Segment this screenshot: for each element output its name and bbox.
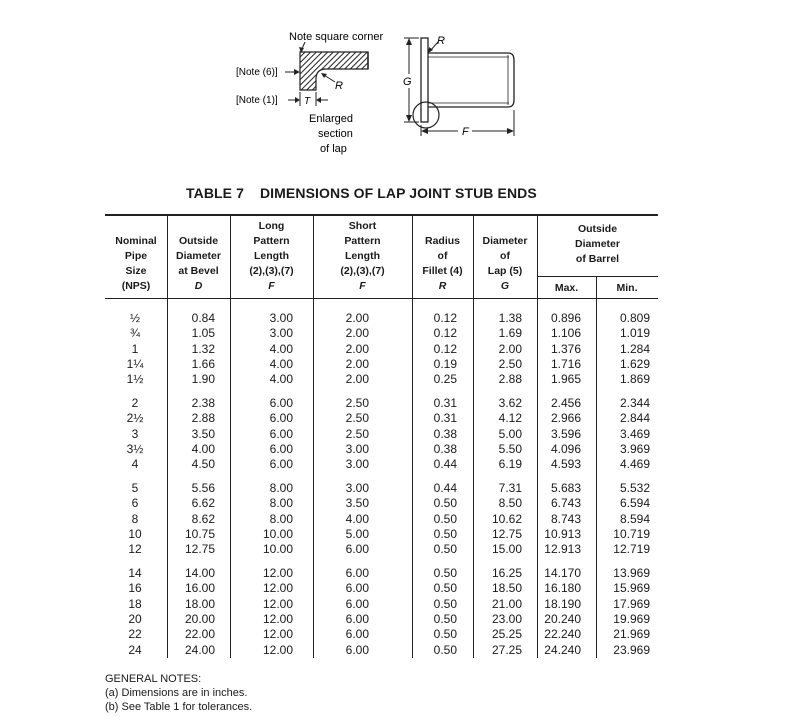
header-lap-diameter: Diameter of Lap (5) G xyxy=(482,235,528,292)
cell-barrel-min: 19.969 xyxy=(613,611,650,626)
cell-long-pattern-length: 12.00 xyxy=(262,627,293,642)
cell-outside-diameter: 4.50 xyxy=(191,457,215,472)
cell-long-pattern-length: 12.00 xyxy=(262,596,293,611)
cell-fillet-radius: 0.50 xyxy=(433,611,457,626)
cell-lap-diameter: 2.88 xyxy=(498,372,522,387)
note-a: (a) Dimensions are in inches. xyxy=(105,687,248,699)
cell-lap-diameter: 4.12 xyxy=(498,411,522,426)
cell-nps: 6 xyxy=(131,496,139,511)
note6-label: [Note (6)] xyxy=(236,67,278,78)
header-max: Max. xyxy=(554,282,579,294)
cell-lap-diameter: 7.31 xyxy=(498,481,522,495)
cell-barrel-max: 2.456 xyxy=(550,396,581,410)
cell-short-pattern-length: 2.00 xyxy=(345,311,369,325)
cell-short-pattern-length: 4.00 xyxy=(345,511,369,526)
cell-long-pattern-length: 12.00 xyxy=(262,581,293,596)
header-long-pattern: Long Pattern Length (2),(3),(7) F xyxy=(249,220,294,292)
cell-barrel-max: 12.913 xyxy=(544,542,581,557)
cell-long-pattern-length: 10.00 xyxy=(262,542,293,557)
cell-barrel-min: 6.594 xyxy=(619,496,650,511)
cell-lap-diameter: 8.50 xyxy=(498,496,522,511)
cell-barrel-max: 10.913 xyxy=(544,526,581,541)
cell-short-pattern-length: 2.50 xyxy=(345,396,369,410)
header-nps: Nominal Pipe Size (NPS) xyxy=(115,235,157,292)
cell-barrel-min: 17.969 xyxy=(613,596,650,611)
cell-barrel-max: 1.716 xyxy=(550,356,581,371)
enlarged-caption-3: of lap xyxy=(320,143,347,155)
dimensions-table xyxy=(105,214,658,658)
cell-outside-diameter: 1.66 xyxy=(191,356,215,371)
cell-lap-diameter: 25.25 xyxy=(491,627,522,642)
cell-fillet-radius: 0.50 xyxy=(433,526,457,541)
cell-nps: 3½ xyxy=(126,441,144,456)
table-top-rule xyxy=(105,214,658,216)
cell-barrel-max: 6.743 xyxy=(550,496,581,511)
radius-label-right: R xyxy=(437,35,445,47)
cell-barrel-min: 3.969 xyxy=(619,441,650,456)
cell-lap-diameter: 27.25 xyxy=(491,642,522,657)
cell-nps: ½ xyxy=(129,311,140,325)
cell-long-pattern-length: 8.00 xyxy=(269,511,293,526)
table-title: TABLE 7 DIMENSIONS OF LAP JOINT STUB ENDS xyxy=(186,185,537,201)
cell-barrel-max: 1.106 xyxy=(550,326,581,341)
cell-nps: 2 xyxy=(131,396,139,410)
cell-barrel-max: 8.743 xyxy=(550,511,581,526)
enlarged-caption-2: section xyxy=(318,128,353,140)
cell-lap-diameter: 2.00 xyxy=(498,341,522,356)
header-barrel-diameter: Outside Diameter of Barrel xyxy=(575,223,620,265)
cell-fillet-radius: 0.50 xyxy=(433,642,457,657)
cell-nps: 2½ xyxy=(126,411,144,426)
cell-nps: 5 xyxy=(131,481,139,495)
stub-end-figure xyxy=(0,0,794,170)
cell-long-pattern-length: 8.00 xyxy=(269,496,293,511)
cell-outside-diameter: 1.05 xyxy=(191,326,215,341)
cell-barrel-min: 15.969 xyxy=(613,581,650,596)
cell-barrel-min: 2.844 xyxy=(619,411,650,426)
cell-long-pattern-length: 4.00 xyxy=(269,341,293,356)
cell-nps: 3 xyxy=(131,426,139,441)
stub-end-drawing xyxy=(413,38,514,128)
note-b: (b) See Table 1 for tolerances. xyxy=(105,701,253,713)
cell-long-pattern-length: 6.00 xyxy=(269,457,293,472)
cell-nps: 4 xyxy=(131,457,139,472)
cell-outside-diameter: 0.84 xyxy=(191,311,215,325)
cell-barrel-max: 18.190 xyxy=(544,596,581,611)
cell-nps: 1¼ xyxy=(126,356,144,371)
cell-barrel-min: 1.629 xyxy=(619,356,650,371)
barrel-subheader-rule xyxy=(537,276,658,277)
cell-long-pattern-length: 3.00 xyxy=(269,326,293,341)
header-bottom-rule xyxy=(105,298,658,299)
cell-nps: 1½ xyxy=(126,372,144,387)
cell-barrel-max: 1.376 xyxy=(550,341,581,356)
cell-fillet-radius: 0.31 xyxy=(433,396,457,410)
cell-lap-diameter: 15.00 xyxy=(491,542,522,557)
cell-barrel-min: 23.969 xyxy=(613,642,650,657)
cell-long-pattern-length: 12.00 xyxy=(262,642,293,657)
cell-nps: 14 xyxy=(128,566,142,580)
cell-outside-diameter: 5.56 xyxy=(191,481,215,495)
header-outside-diameter: Outside Diameter at Bevel D xyxy=(176,235,221,292)
cell-barrel-min: 10.719 xyxy=(613,526,650,541)
cell-barrel-max: 0.896 xyxy=(550,311,581,325)
cell-nps: 1 xyxy=(131,341,139,356)
col-divider-7 xyxy=(596,276,597,658)
cell-short-pattern-length: 3.00 xyxy=(345,441,369,456)
cell-outside-diameter: 4.00 xyxy=(191,441,215,456)
cell-short-pattern-length: 5.00 xyxy=(345,526,369,541)
cell-barrel-min: 1.869 xyxy=(619,372,650,387)
cell-lap-diameter: 2.50 xyxy=(498,356,522,371)
cell-long-pattern-length: 3.00 xyxy=(269,311,293,325)
cell-outside-diameter: 1.32 xyxy=(191,341,215,356)
cell-nps: 12 xyxy=(128,542,142,557)
cell-nps: 24 xyxy=(128,642,142,657)
general-notes xyxy=(105,672,252,714)
cell-long-pattern-length: 4.00 xyxy=(269,356,293,371)
cell-barrel-min: 1.019 xyxy=(619,326,650,341)
cell-barrel-max: 4.096 xyxy=(550,441,581,456)
cell-lap-diameter: 6.19 xyxy=(498,457,522,472)
note-square-corner-leader xyxy=(299,42,305,53)
cell-nps: 16 xyxy=(128,581,142,596)
cell-barrel-max: 16.180 xyxy=(544,581,581,596)
enlarged-caption-1: Enlarged xyxy=(309,113,354,125)
header-short-pattern: Short Pattern Length (2),(3),(7) F xyxy=(340,220,385,292)
cell-outside-diameter: 16.00 xyxy=(184,581,215,596)
cell-lap-diameter: 10.62 xyxy=(491,511,522,526)
cell-fillet-radius: 0.50 xyxy=(433,627,457,642)
cell-barrel-min: 0.809 xyxy=(619,311,650,325)
cell-short-pattern-length: 2.00 xyxy=(345,326,369,341)
cell-barrel-min: 4.469 xyxy=(619,457,650,472)
cell-lap-diameter: 16.25 xyxy=(491,566,522,580)
cell-long-pattern-length: 12.00 xyxy=(262,611,293,626)
cell-outside-diameter: 10.75 xyxy=(184,526,215,541)
cell-nps: 20 xyxy=(128,611,142,626)
cell-lap-diameter: 5.00 xyxy=(498,426,522,441)
cell-short-pattern-length: 6.00 xyxy=(345,611,369,626)
note1-label: [Note (1)] xyxy=(236,95,278,106)
cell-short-pattern-length: 2.50 xyxy=(345,426,369,441)
cell-short-pattern-length: 6.00 xyxy=(345,566,369,580)
cell-barrel-min: 3.469 xyxy=(619,426,650,441)
note-square-corner-label: Note square corner xyxy=(289,31,384,43)
cell-long-pattern-length: 4.00 xyxy=(269,372,293,387)
cell-fillet-radius: 0.38 xyxy=(433,426,457,441)
cell-nps: ¾ xyxy=(129,326,140,341)
cell-fillet-radius: 0.50 xyxy=(433,596,457,611)
cell-outside-diameter: 6.62 xyxy=(191,496,215,511)
cell-barrel-min: 12.719 xyxy=(613,542,650,557)
cell-fillet-radius: 0.50 xyxy=(433,496,457,511)
cell-lap-diameter: 12.75 xyxy=(491,526,522,541)
cell-short-pattern-length: 6.00 xyxy=(345,642,369,657)
thickness-label: T xyxy=(304,96,311,107)
cell-outside-diameter: 14.00 xyxy=(184,566,215,580)
cell-long-pattern-length: 12.00 xyxy=(262,566,293,580)
cell-outside-diameter: 24.00 xyxy=(184,642,215,657)
radius-arrow-left xyxy=(321,73,335,82)
cell-fillet-radius: 0.44 xyxy=(433,457,457,472)
cell-fillet-radius: 0.50 xyxy=(433,566,457,580)
cell-nps: 22 xyxy=(128,627,142,642)
cell-fillet-radius: 0.12 xyxy=(433,341,457,356)
cell-short-pattern-length: 6.00 xyxy=(345,627,369,642)
cell-barrel-max: 1.965 xyxy=(550,372,581,387)
cell-outside-diameter: 2.88 xyxy=(191,411,215,426)
cell-fillet-radius: 0.19 xyxy=(433,356,457,371)
cell-fillet-radius: 0.50 xyxy=(433,581,457,596)
length-label: F xyxy=(462,126,469,138)
cell-short-pattern-length: 3.50 xyxy=(345,496,369,511)
cell-short-pattern-length: 6.00 xyxy=(345,596,369,611)
cell-long-pattern-length: 6.00 xyxy=(269,426,293,441)
cell-barrel-min: 5.532 xyxy=(619,481,650,495)
cell-lap-diameter: 3.62 xyxy=(498,396,522,410)
cell-barrel-max: 5.683 xyxy=(550,481,581,495)
cell-barrel-max: 20.240 xyxy=(544,611,581,626)
cell-lap-diameter: 21.00 xyxy=(491,596,522,611)
cell-outside-diameter: 1.90 xyxy=(191,372,215,387)
cell-outside-diameter: 22.00 xyxy=(184,627,215,642)
cell-long-pattern-length: 8.00 xyxy=(269,481,293,495)
cell-barrel-min: 21.969 xyxy=(613,627,650,642)
note6-arrow xyxy=(285,69,300,75)
cell-long-pattern-length: 6.00 xyxy=(269,396,293,410)
cell-short-pattern-length: 2.00 xyxy=(345,356,369,371)
cell-outside-diameter: 12.75 xyxy=(184,542,215,557)
cell-outside-diameter: 2.38 xyxy=(191,396,215,410)
cell-lap-diameter: 18.50 xyxy=(491,581,522,596)
cell-long-pattern-length: 10.00 xyxy=(262,526,293,541)
cell-fillet-radius: 0.12 xyxy=(433,326,457,341)
cell-short-pattern-length: 2.00 xyxy=(345,372,369,387)
cell-short-pattern-length: 3.00 xyxy=(345,457,369,472)
cell-short-pattern-length: 2.00 xyxy=(345,341,369,356)
cell-barrel-min: 2.344 xyxy=(619,396,650,410)
cell-lap-diameter: 1.38 xyxy=(498,311,522,325)
cell-long-pattern-length: 6.00 xyxy=(269,441,293,456)
cell-fillet-radius: 0.44 xyxy=(433,481,457,495)
cell-outside-diameter: 3.50 xyxy=(191,426,215,441)
cell-outside-diameter: 8.62 xyxy=(191,511,215,526)
cell-short-pattern-length: 6.00 xyxy=(345,542,369,557)
cell-barrel-max: 22.240 xyxy=(544,627,581,642)
cell-barrel-min: 8.594 xyxy=(619,511,650,526)
header-min: Min. xyxy=(616,282,638,294)
cell-barrel-max: 4.593 xyxy=(550,457,581,472)
cell-outside-diameter: 18.00 xyxy=(184,596,215,611)
cell-long-pattern-length: 6.00 xyxy=(269,411,293,426)
cell-nps: 18 xyxy=(128,596,142,611)
cell-lap-diameter: 5.50 xyxy=(498,441,522,456)
cell-short-pattern-length: 2.50 xyxy=(345,411,369,426)
cell-fillet-radius: 0.50 xyxy=(433,542,457,557)
cell-barrel-min: 13.969 xyxy=(613,566,650,580)
cell-short-pattern-length: 6.00 xyxy=(345,581,369,596)
cell-nps: 10 xyxy=(128,526,142,541)
cell-fillet-radius: 0.31 xyxy=(433,411,457,426)
cell-fillet-radius: 0.38 xyxy=(433,441,457,456)
lap-diameter-label: G xyxy=(403,76,412,88)
cell-barrel-max: 24.240 xyxy=(544,642,581,657)
cell-barrel-max: 3.596 xyxy=(550,426,581,441)
cell-lap-diameter: 1.69 xyxy=(498,326,522,341)
cell-fillet-radius: 0.12 xyxy=(433,311,457,325)
cell-short-pattern-length: 3.00 xyxy=(345,481,369,495)
cell-fillet-radius: 0.50 xyxy=(433,511,457,526)
notes-heading: GENERAL NOTES: xyxy=(105,673,202,685)
enlarged-lap-section xyxy=(300,52,368,90)
cell-nps: 8 xyxy=(131,511,139,526)
cell-barrel-max: 14.170 xyxy=(544,566,581,580)
header-radius: Radius of Fillet (4) R xyxy=(422,235,463,292)
cell-barrel-min: 1.284 xyxy=(619,341,650,356)
radius-label-left: R xyxy=(335,80,343,92)
cell-barrel-max: 2.966 xyxy=(550,411,581,426)
cell-fillet-radius: 0.25 xyxy=(433,372,457,387)
cell-lap-diameter: 23.00 xyxy=(491,611,522,626)
cell-outside-diameter: 20.00 xyxy=(184,611,215,626)
